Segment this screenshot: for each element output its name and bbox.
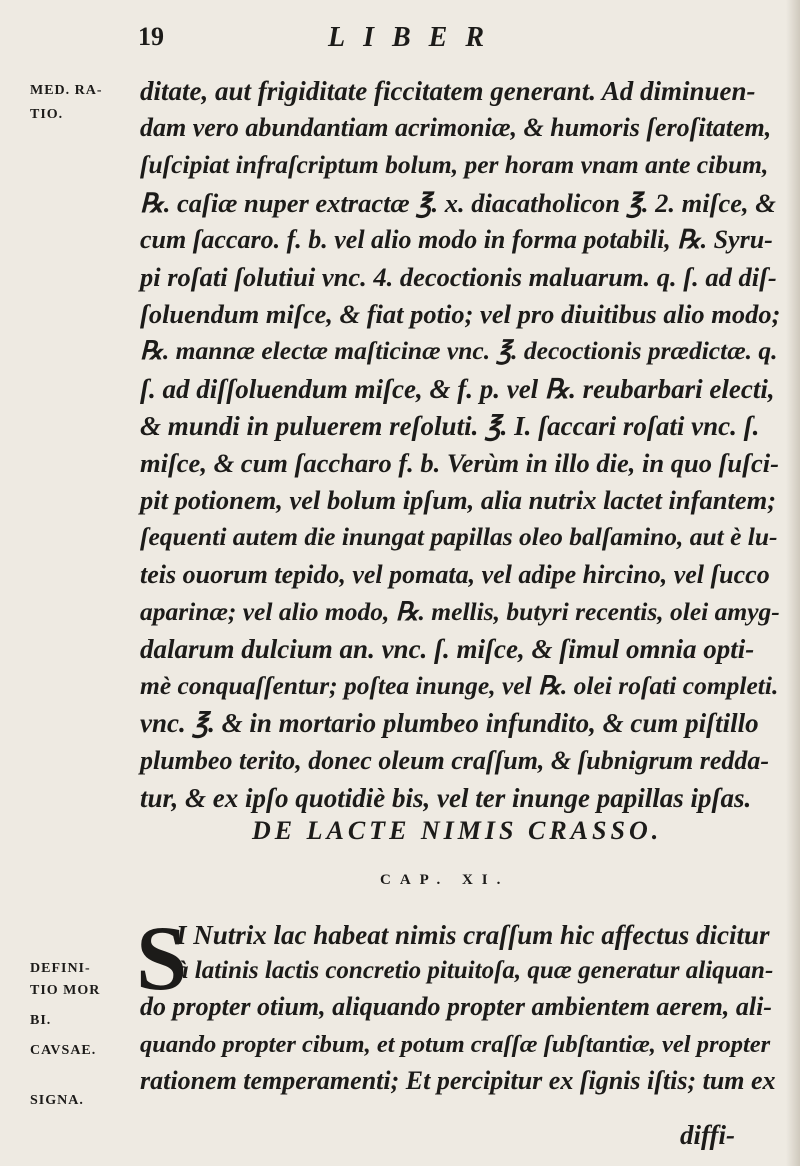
text-line: quando propter cibum, et potum craſſæ ſubſtantiæ, vel propter <box>140 1031 771 1058</box>
page-number: 19 <box>138 22 164 51</box>
text-line: vnc. ℥. & in mortario plumbeo infundito, & cum piſtillo <box>140 708 759 739</box>
page-edge-shadow <box>786 0 800 1166</box>
text-line: à latinis lactis concretio pituitoſa, quæ generatur aliquan- <box>176 957 774 984</box>
text-line: & mundi in puluerem reſoluti. ℥. I. ſaccari roſati vnc. ſ. <box>140 410 760 441</box>
margin-note: CAVSAE. <box>30 1043 97 1058</box>
text-line: dalarum dulcium an. vnc. ſ. miſce, & ſimul omnia opti- <box>140 634 755 664</box>
margin-note: DEFINI- <box>30 961 91 976</box>
text-line: pi roſati ſolutiui vnc. 4. decoctionis maluarum. q. ſ. ad diſ- <box>140 262 777 292</box>
text-line: plumbeo terito, donec oleum craſſum, & ſubnigrum redda- <box>140 745 770 775</box>
text-line: ſequenti autem die inungat papillas oleo balſamino, aut è lu- <box>140 522 778 552</box>
chapter-title: DE LACTE NIMIS CRASSO. <box>252 816 663 845</box>
page-header <box>128 22 648 62</box>
catchword: diffi- <box>680 1120 735 1150</box>
text-line: ſuſcipiat infraſcriptum bolum, per horam vnam ante cibum, <box>140 150 769 180</box>
margin-note: TIO MOR <box>30 983 101 998</box>
text-line: miſce, & cum ſaccharo f. b. Verùm in illo die, in quo ſuſci- <box>140 448 779 478</box>
text-line: ſoluendum miſce, & fiat potio; vel pro diuitibus alio modo; <box>140 299 781 330</box>
text-line: do propter otium, aliquando propter ambientem aerem, ali- <box>140 992 772 1021</box>
drop-cap: S <box>136 907 188 1009</box>
running-head: LIBER <box>328 22 503 53</box>
text-line: ℞. caſiæ nuper extractæ ℥. x. diacatholicon ℥. 2. miſce, & <box>140 187 776 218</box>
text-line: cum ſaccaro. f. b. vel alio modo in forma potabili, ℞. Syru- <box>140 224 773 254</box>
margin-note: TIO. <box>30 107 64 122</box>
text-line: ſ. ad diſſoluendum miſce, & f. p. vel ℞. reubarbari electi, <box>140 373 775 404</box>
margin-note: MED. RA- <box>30 83 103 98</box>
text-line: ditate, aut frigiditate ficcitatem generant. Ad diminuen- <box>140 76 756 106</box>
text-line: teis ouorum tepido, vel pomata, vel adipe hircino, vel ſucco <box>140 559 770 589</box>
text-line: aparinæ; vel alio modo, ℞. mellis, butyri recentis, olei amyg- <box>140 596 780 626</box>
margin-note: BI. <box>30 1013 52 1028</box>
text-line: mè conquaſſentur; poſtea inunge, vel ℞. olei roſati completi. <box>140 671 779 701</box>
text-line: dam vero abundantiam acrimoniæ, & humoris ſeroſitatem, <box>140 113 772 143</box>
text-line: tur, & ex ipſo quotidiè bis, vel ter inunge papillas ipſas. <box>140 782 752 813</box>
text-line: I Nutrix lac habeat nimis craſſum hic affectus dicitur <box>176 920 770 950</box>
text-line: ℞. mannæ electæ maſticinæ vnc. ℥. decoctionis prædictæ. q. <box>140 336 778 366</box>
chapter-number: CAP. XI. <box>380 872 510 888</box>
text-line: rationem temperamenti; Et percipitur ex ſignis iſtis; tum ex <box>140 1066 776 1095</box>
margin-note: SIGNA. <box>30 1093 84 1108</box>
text-line: pit potionem, vel bolum ipſum, alia nutrix lactet infantem; <box>140 485 777 516</box>
